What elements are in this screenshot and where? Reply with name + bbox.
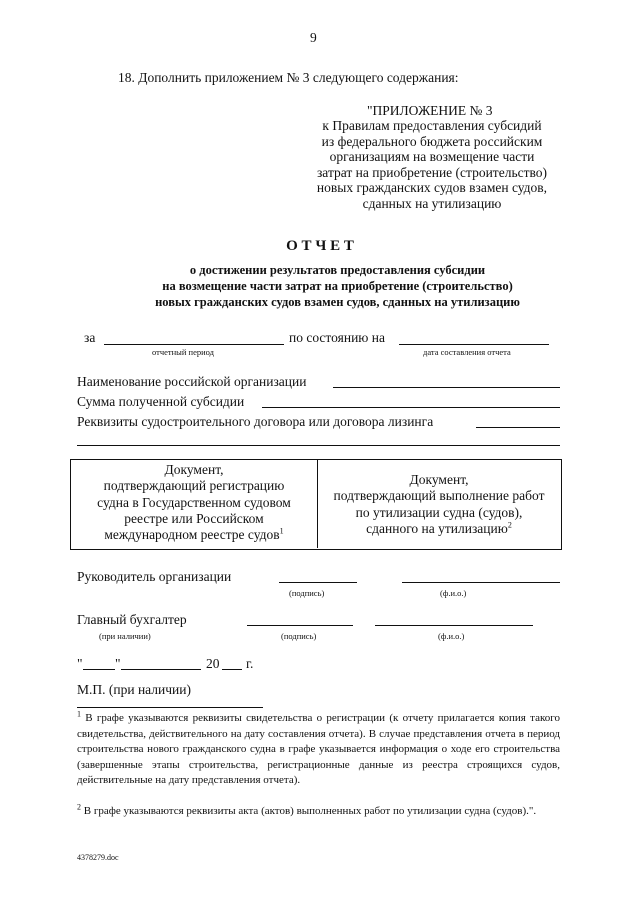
name-caption: (ф.и.о.) [440,588,467,598]
table-cell-right: Документ, подтверждающий выполнение работ по утилизации судна (судов), сданного на утилизацию$^2$ [333,472,545,536]
as-of-label: по состоянию на [289,330,385,345]
director-signature-line[interactable] [279,582,357,583]
signature-caption: (подпись) [289,588,325,598]
subtitle-line: о достижении результатов предоставления субсидии [189,263,486,277]
year-input-line[interactable] [222,669,242,670]
table-cell-left: Документ, подтверждающий регистрацию судна в Государственном судовом реестре или Российском международном реестре судов$^1$ [97,462,291,543]
report-subtitle [0,262,640,310]
contract-input-line[interactable] [476,427,560,428]
name-caption: (ф.и.о.) [438,631,465,641]
report-title: О Т Ч Е Т [286,238,354,254]
signature-caption: (подпись) [281,631,317,641]
contract-label: Реквизиты судостроительного договора или договора лизинга [77,414,434,429]
date-caption: дата составления отчета [423,347,511,357]
director-name-line[interactable] [402,582,560,583]
subsidy-sum-input-line[interactable] [262,407,560,408]
day-input-line[interactable] [83,669,115,670]
footnote-separator [77,707,263,708]
subtitle-line: новых гражданских судов взамен судов, сданных на утилизацию [155,295,520,309]
appendix-line: новых гражданских судов взамен судов, [316,180,548,195]
org-name-label: Наименование российской организации [77,374,307,389]
footnote-number: 2 [77,802,81,812]
period-input-line[interactable] [104,344,284,345]
year-prefix: 20 [206,656,220,671]
item-text: 18. Дополнить приложением № 3 следующего содержания: [118,70,459,85]
subsidy-sum-label: Сумма полученной субсидии [77,394,245,409]
director-label: Руководитель организации [77,569,232,584]
footnote-text: В графе указываются реквизиты акта (актов) выполненных работ по утилизации судна (судов).". [83,805,537,817]
period-caption: отчетный период [152,347,214,357]
report-date-input-line[interactable] [399,344,549,345]
footnote-1 [77,711,560,789]
appendix-text [300,118,564,211]
footnote-text: В графе указываются реквизиты свидетельства о регистрации (к отчету прилагается копия такого свидетельства, действительного на дату составления отчета). В случае представления отчета в период строительства нового гражданского судна в графе указывается информация о ходе его строительства (завершенные этапы строительства, регистрационные данные из реестра строящихся судов, действительные на дату представления отчета). [77,712,561,787]
doc-id: 4378279.doc [77,853,119,862]
appendix-line: к Правилам предоставления субсидий [322,118,542,133]
date-open-quote: " [77,656,83,671]
footnote-ref-2: 2 [507,520,512,530]
appendix-line: из федерального бюджета российским [321,133,543,149]
contract-input-line-2[interactable] [77,445,560,446]
period-za: за [84,330,96,345]
if-any-caption: (при наличии) [99,631,151,641]
accountant-signature-line[interactable] [247,625,353,626]
footnote-number: 1 [77,709,81,719]
subtitle-line: на возмещение части затрат на приобретение (строительство) [162,279,513,293]
appendix-line: организациям на возмещение части [329,149,535,164]
appendix-title: "ПРИЛОЖЕНИЕ № 3 [367,103,493,118]
footnote-ref-1: 1 [279,526,284,536]
org-name-input-line[interactable] [333,387,560,388]
accountant-label: Главный бухгалтер [77,612,187,627]
footnote-2 [77,804,560,820]
page-number: 9 [310,30,317,45]
stamp-label: М.П. (при наличии) [77,682,191,697]
accountant-name-line[interactable] [375,625,533,626]
month-input-line[interactable] [121,669,201,670]
appendix-line: затрат на приобретение (строительство) [316,164,548,180]
year-suffix: г. [246,656,254,671]
appendix-line: сданных на утилизацию [362,195,502,211]
date-close-quote: " [115,656,121,671]
